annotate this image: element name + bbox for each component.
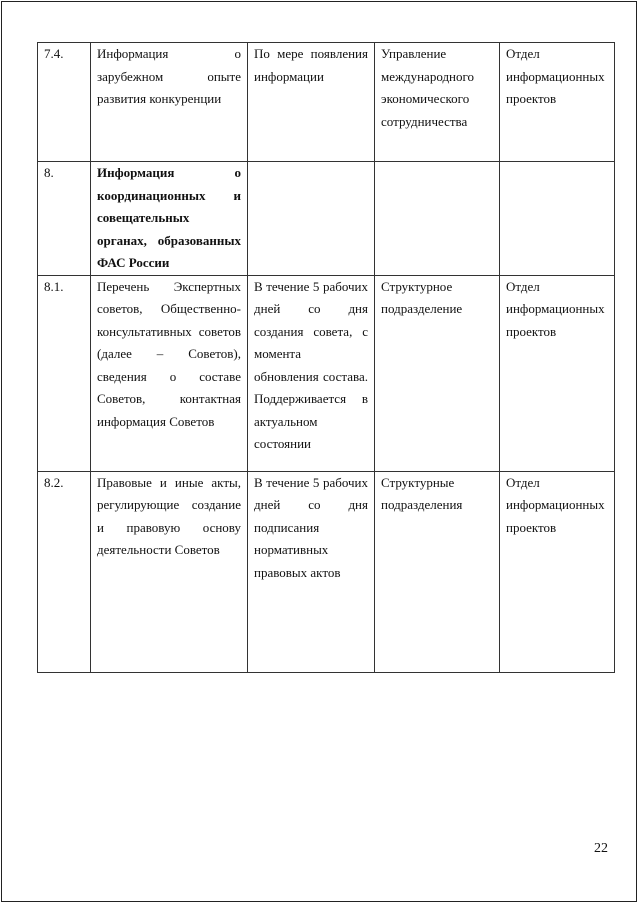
table-row: [38, 43, 615, 162]
document-table: [37, 42, 615, 673]
department-cell: Отдел информационных проектов: [500, 471, 615, 672]
table-row: [38, 471, 615, 672]
department-cell: Отдел информационных проектов: [500, 43, 615, 162]
section-heading-cell: Информация о координационных и совещательных органах, образованных ФАС России: [91, 162, 248, 276]
table-row: [38, 162, 615, 276]
timing-cell: В течение 5 рабочих дней со дня создания совета, с момента обновления состава. Поддерживается в актуальном состоянии: [248, 275, 375, 471]
department-cell: Отдел информационных проектов: [500, 275, 615, 471]
row-number: 8.: [38, 162, 91, 276]
timing-cell: По мере появления информации: [248, 43, 375, 162]
table-row: [38, 275, 615, 471]
row-number: 8.2.: [38, 471, 91, 672]
responsible-cell: [375, 162, 500, 276]
responsible-cell: Управление международного экономического сотрудничества: [375, 43, 500, 162]
responsible-cell: Структурные подразделения: [375, 471, 500, 672]
row-number: 8.1.: [38, 275, 91, 471]
info-cell: Правовые и иные акты, регулирующие создание и правовую основу деятельности Советов: [91, 471, 248, 672]
timing-cell: В течение 5 рабочих дней со дня подписания нормативных правовых актов: [248, 471, 375, 672]
info-cell: Информация о зарубежном опыте развития конкуренции: [91, 43, 248, 162]
department-cell: [500, 162, 615, 276]
row-number: 7.4.: [38, 43, 91, 162]
timing-cell: [248, 162, 375, 276]
page-number: 22: [594, 841, 608, 856]
info-cell: Перечень Экспертных советов, Общественно-консультативных советов (далее – Советов), сведения о составе Советов, контактная информация Советов: [91, 275, 248, 471]
responsible-cell: Структурное подразделение: [375, 275, 500, 471]
